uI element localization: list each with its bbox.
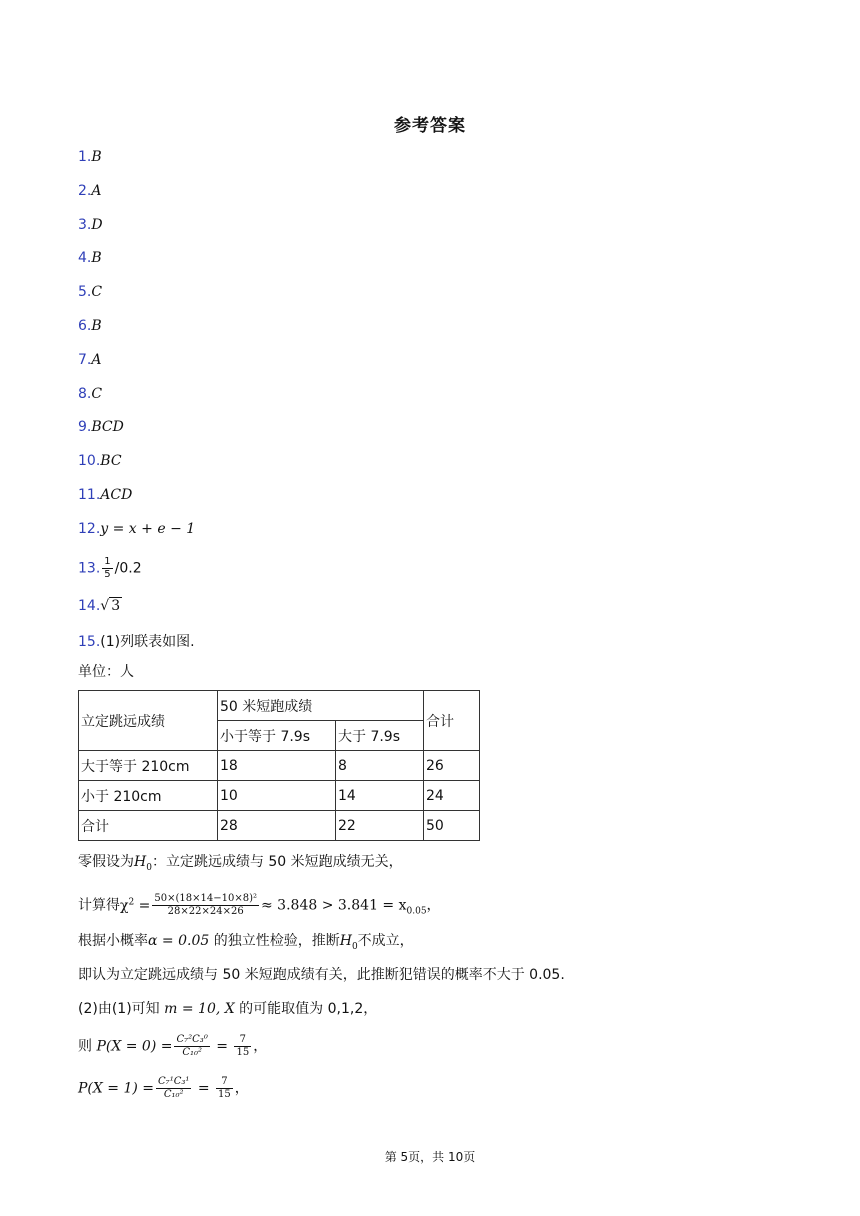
answer-number: 5. bbox=[78, 284, 92, 300]
answer-value: y = x + e − 1 bbox=[100, 521, 196, 537]
math-inline: P(X = 1) = bbox=[78, 1080, 155, 1097]
fraction-numerator: C₇¹C₃¹ bbox=[158, 1076, 190, 1087]
alpha-value: α = 0.05 bbox=[148, 933, 210, 949]
table-header-cell: 50 米短跑成绩 bbox=[218, 691, 424, 721]
table-cell: 22 bbox=[336, 811, 424, 841]
fraction bbox=[216, 1076, 233, 1101]
answer-number: 14. bbox=[78, 598, 101, 614]
table-row bbox=[79, 781, 480, 811]
answer-number: 4. bbox=[78, 250, 92, 266]
answer-number: 1. bbox=[78, 149, 92, 165]
page-footer: 第 5页，共 10页 bbox=[384, 1150, 476, 1164]
p0-line: 则 P(X = 0) = $\frac{\text{C₇²C₃⁰}}{\text{C₁₀²}}$ = $\frac{7}{15}$ ， bbox=[78, 1034, 268, 1058]
answer-3 bbox=[78, 215, 103, 235]
table-cell: 合计 bbox=[79, 811, 218, 841]
answer-12 bbox=[78, 519, 195, 539]
square-root: √ 3 bbox=[100, 598, 121, 614]
text: 的独立性检验，推断 bbox=[209, 933, 340, 949]
fraction bbox=[156, 1076, 191, 1101]
table-row bbox=[79, 751, 480, 781]
answer-value: D bbox=[91, 217, 103, 233]
table-cell: 18 bbox=[218, 751, 336, 781]
answer-9 bbox=[78, 417, 124, 437]
table-cell: 28 bbox=[218, 811, 336, 841]
answer-value: C bbox=[91, 284, 103, 300]
answer-13 bbox=[78, 556, 142, 581]
answer-value: ACD bbox=[100, 487, 133, 503]
answer-number: 10. bbox=[78, 453, 101, 469]
fraction-denominator: C₁₀² bbox=[163, 1089, 184, 1100]
fraction bbox=[234, 1034, 251, 1059]
answer-number: 2. bbox=[78, 183, 92, 199]
table-header-cell: 合计 bbox=[424, 691, 480, 751]
text: 零假设为 bbox=[78, 854, 134, 870]
page-title: 参考答案 bbox=[394, 116, 466, 136]
answer-11 bbox=[78, 485, 132, 505]
table-cell: 8 bbox=[336, 751, 424, 781]
contingency-table bbox=[78, 690, 480, 841]
answer-value: A bbox=[91, 183, 102, 199]
table-cell: 14 bbox=[336, 781, 424, 811]
answer-number: 13. bbox=[78, 560, 101, 577]
answer-value: BCD bbox=[91, 419, 124, 435]
text: ， bbox=[426, 897, 441, 914]
answer-value: /0.2 bbox=[114, 560, 142, 577]
text: 不成立， bbox=[357, 933, 414, 949]
answer-10 bbox=[78, 451, 122, 471]
table-cell: 26 bbox=[424, 751, 480, 781]
h0-symbol: $H_0$ bbox=[339, 933, 358, 952]
fraction bbox=[102, 556, 112, 581]
table-row bbox=[79, 811, 480, 841]
answer-number: 15. bbox=[78, 634, 101, 650]
unit-label: 单位：人 bbox=[78, 664, 134, 680]
alpha-line bbox=[78, 931, 414, 957]
answer-6 bbox=[78, 316, 102, 336]
table-cell: 24 bbox=[424, 781, 480, 811]
answer-value: B bbox=[91, 318, 102, 334]
answer-1 bbox=[78, 147, 102, 167]
chi-square-line bbox=[78, 892, 441, 921]
answer-value: C bbox=[91, 386, 103, 402]
fraction-denominator: C₁₀² bbox=[182, 1047, 202, 1058]
text: 根据小概率 bbox=[78, 933, 148, 949]
fraction-numerator: 7 bbox=[234, 1034, 251, 1047]
chi-result: ≈ 3.848 > 3.841 = x bbox=[261, 897, 407, 914]
p1-line: P(X = 1) = $\frac{\text{C₇¹C₃¹}}{\text{C₁₀²}}$ = $\frac{7}{15}$ ， bbox=[78, 1076, 249, 1100]
answer-5 bbox=[78, 282, 102, 302]
null-hypothesis-line bbox=[78, 852, 403, 878]
table-cell: 50 bbox=[424, 811, 480, 841]
answer-number: 6. bbox=[78, 318, 92, 334]
answer-value: B bbox=[91, 250, 102, 266]
table-cell: 10 bbox=[218, 781, 336, 811]
answer-number: 12. bbox=[78, 521, 101, 537]
answer-8 bbox=[78, 384, 102, 404]
conclusion-line: 即认为立定跳远成绩与 50 米短跑成绩有关，此推断犯错误的概率不大于 0.05. bbox=[78, 967, 565, 983]
fraction-numerator: 7 bbox=[216, 1076, 233, 1089]
chi-symbol: $\chi^2$ = bbox=[120, 897, 151, 914]
text: 计算得 bbox=[78, 897, 120, 914]
math-inline: P(X = 0) = bbox=[96, 1038, 173, 1055]
answer-value: A bbox=[91, 352, 102, 368]
answer-2 bbox=[78, 181, 101, 201]
part2-line bbox=[78, 999, 377, 1019]
table-cell: 大于等于 210cm bbox=[79, 751, 218, 781]
table-header-cell: 立定跳远成绩 bbox=[79, 691, 218, 751]
radicand: 3 bbox=[111, 598, 121, 614]
text: 则 bbox=[78, 1038, 92, 1055]
text: 的可能取值为 0,1,2， bbox=[234, 1001, 378, 1017]
table-cell: 小于 210cm bbox=[79, 781, 218, 811]
fraction-numerator: 1 bbox=[104, 556, 111, 567]
answer-number: 3. bbox=[78, 217, 92, 233]
answer-value: B bbox=[91, 149, 102, 165]
answer-7 bbox=[78, 350, 101, 370]
fraction bbox=[174, 1034, 209, 1059]
answer-14 bbox=[78, 596, 122, 616]
text: ：立定跳远成绩与 50 米短跑成绩无关， bbox=[151, 854, 403, 870]
fraction-numerator: C₇²C₃⁰ bbox=[176, 1034, 208, 1045]
answer-4 bbox=[78, 248, 102, 268]
answer-number: 11. bbox=[78, 487, 101, 503]
math-inline: m = 10, X bbox=[164, 1001, 235, 1017]
chi-fraction bbox=[152, 893, 259, 918]
answer-number: 7. bbox=[78, 352, 92, 368]
h0-symbol: $H_0$ bbox=[134, 854, 152, 873]
fraction-denominator: 28×22×24×26 bbox=[167, 906, 244, 918]
table-row bbox=[79, 691, 480, 721]
answer-value: BC bbox=[100, 453, 122, 469]
table-header-cell: 小于等于 7.9s bbox=[218, 721, 336, 751]
answer-15-header bbox=[78, 632, 195, 652]
table-header-cell: 大于 7.9s bbox=[336, 721, 424, 751]
fraction-denominator: 5 bbox=[104, 569, 111, 580]
fraction-numerator: 50×(18×14−10×8)² bbox=[154, 893, 257, 905]
critical-subscript: 0.05 bbox=[406, 906, 427, 917]
answer-number: 8. bbox=[78, 386, 92, 402]
part1-text: (1)列联表如图. bbox=[100, 634, 195, 650]
fraction-denominator: 15 bbox=[218, 1089, 231, 1100]
fraction-denominator: 15 bbox=[236, 1047, 250, 1058]
text: (2)由(1)可知 bbox=[78, 1001, 160, 1017]
answer-number: 9. bbox=[78, 419, 92, 435]
